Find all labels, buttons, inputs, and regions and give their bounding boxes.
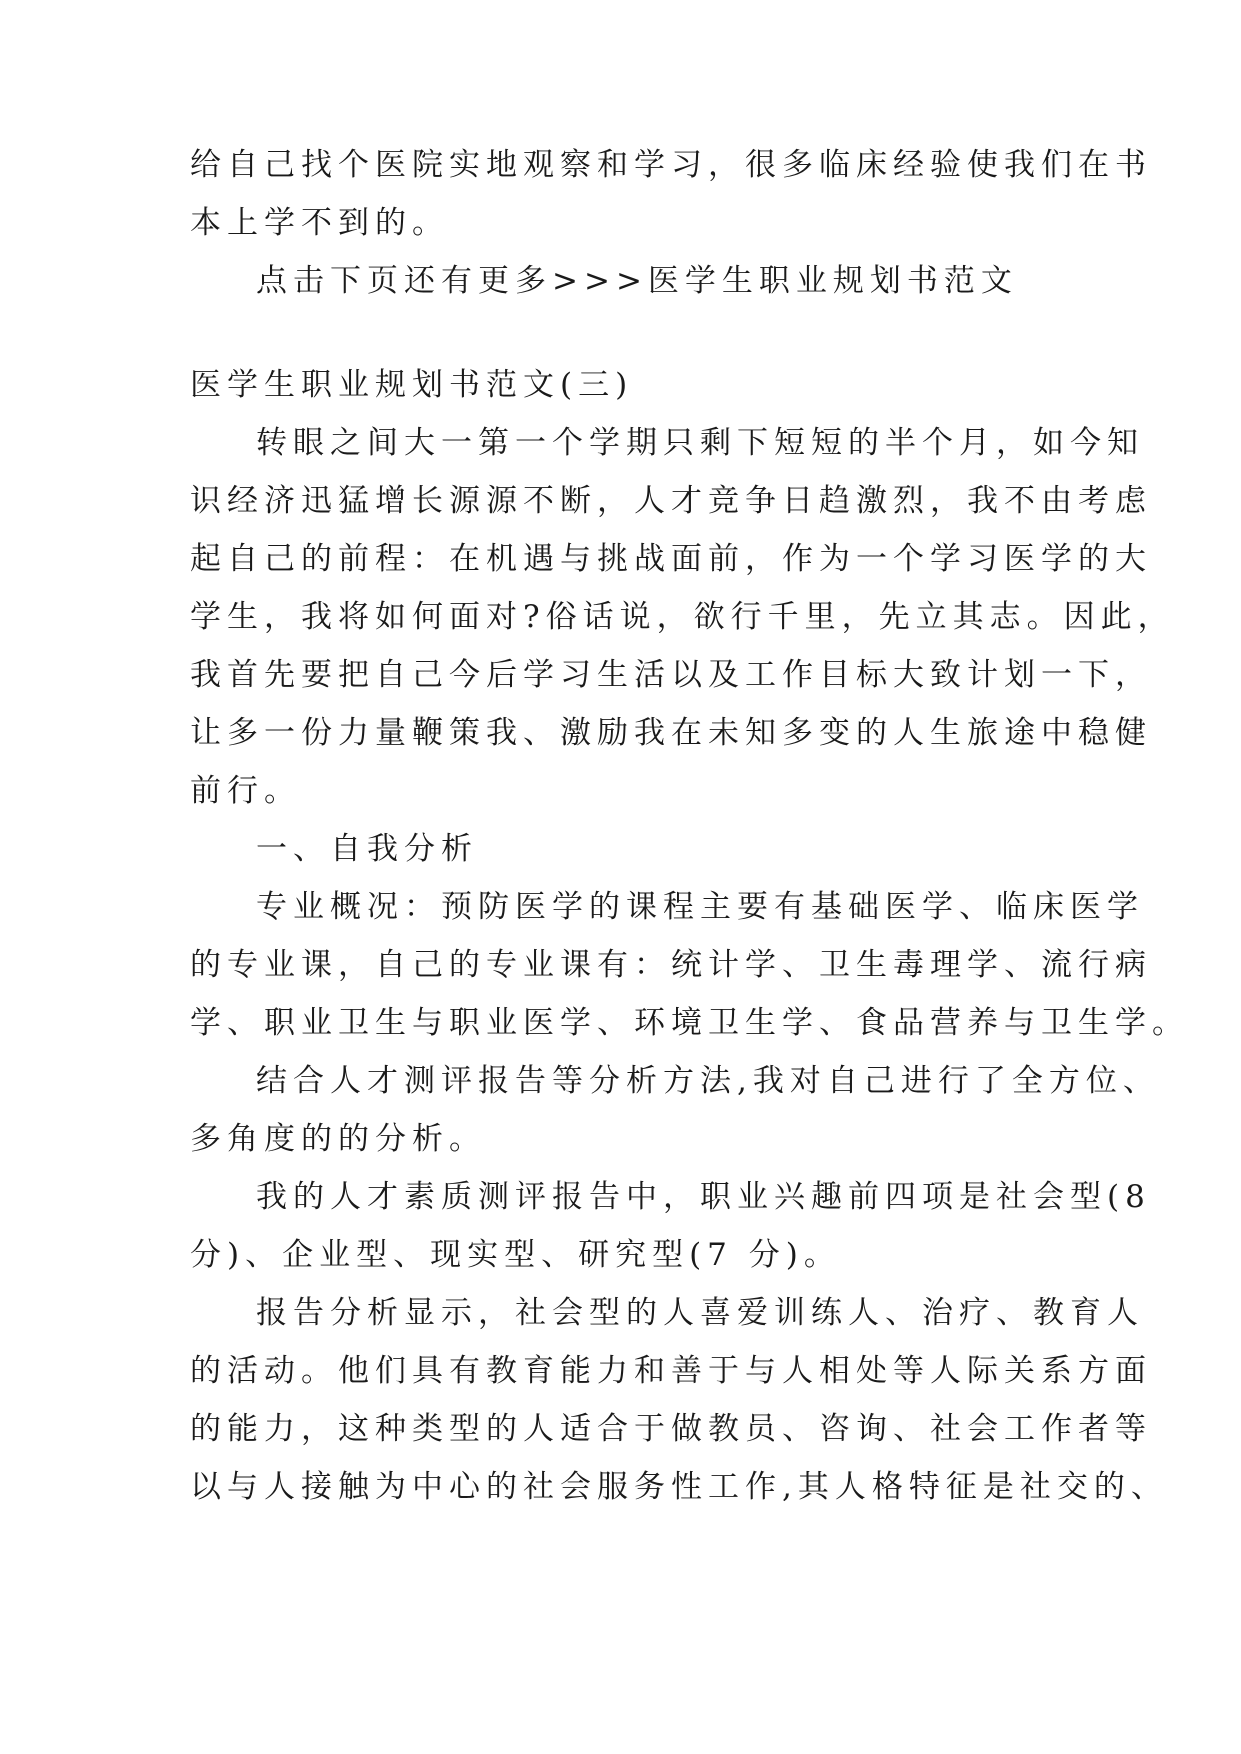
paragraph-line: 我的人才素质测评报告中，职业兴趣前四项是社会型(8 [256, 1179, 1151, 1215]
paragraph-line: 识经济迅猛增长源源不断，人才竞争日趋激烈，我不由考虑 [190, 483, 1152, 519]
link-more-text[interactable]: 点击下页还有更多>>>医学生职业规划书范文 [256, 263, 1018, 299]
paragraph-line: 报告分析显示，社会型的人喜爱训练人、治疗、教育人 [256, 1295, 1144, 1331]
paragraph-line: 学、职业卫生与职业医学、环境卫生学、食品营养与卫生学。 [190, 1005, 1189, 1041]
paragraph-line: 分)、企业型、现实型、研究型(7 分)。 [190, 1237, 841, 1273]
paragraph-line: 我首先要把自己今后学习生活以及工作目标大致计划一下， [190, 657, 1152, 693]
subsection-heading: 一、自我分析 [256, 831, 478, 867]
paragraph-line: 转眼之间大一第一个学期只剩下短短的半个月，如今知 [256, 425, 1144, 461]
paragraph-line: 前行。 [190, 773, 301, 809]
paragraph-line: 让多一份力量鞭策我、激励我在未知多变的人生旅途中稳健 [190, 715, 1152, 751]
paragraph-line: 以与人接触为中心的社会服务性工作,其人格特征是社交的、 [190, 1469, 1168, 1505]
paragraph-line: 的活动。他们具有教育能力和善于与人相处等人际关系方面 [190, 1353, 1152, 1389]
paragraph-line: 的能力，这种类型的人适合于做教员、咨询、社会工作者等 [190, 1411, 1152, 1447]
paragraph-line: 的专业课，自己的专业课有：统计学、卫生毒理学、流行病 [190, 947, 1152, 983]
paragraph-line: 学生，我将如何面对?俗话说，欲行千里，先立其志。因此， [190, 599, 1175, 635]
paragraph-line: 多角度的的分析。 [190, 1121, 486, 1157]
paragraph-line: 起自己的前程：在机遇与挑战面前，作为一个学习医学的大 [190, 541, 1152, 577]
paragraph-line: 专业概况：预防医学的课程主要有基础医学、临床医学 [256, 889, 1144, 925]
section-heading: 医学生职业规划书范文(三) [190, 367, 634, 403]
paragraph-line: 给自己找个医院实地观察和学习，很多临床经验使我们在书 [190, 147, 1152, 183]
paragraph-line: 结合人才测评报告等分析方法,我对自己进行了全方位、 [256, 1063, 1160, 1099]
paragraph-line: 本上学不到的。 [190, 205, 449, 241]
